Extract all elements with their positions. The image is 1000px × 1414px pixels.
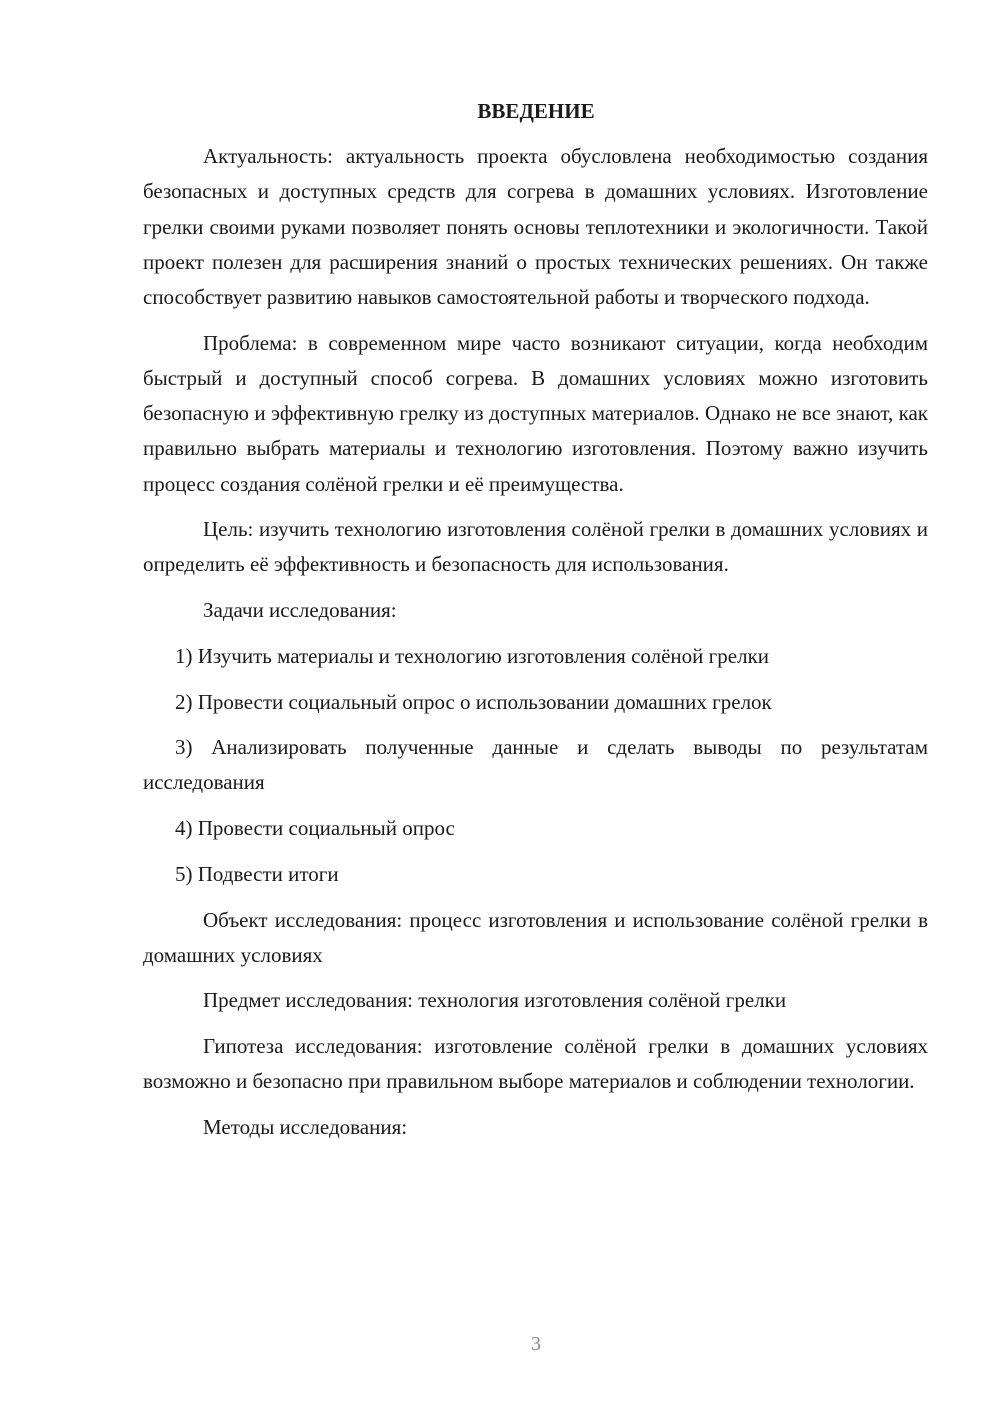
paragraph-subject: Предмет исследования: технология изготовления солёной грелки <box>203 988 787 1013</box>
task-item-3: 3) Анализировать полученные данные и сделать выводы по результатам исследования <box>143 735 928 795</box>
page-number: 3 <box>531 1333 541 1355</box>
document-page <box>143 94 928 1156</box>
task-item-5: 5) Подвести итоги <box>175 861 339 886</box>
paragraph-hypothesis: Гипотеза исследования: изготовление солёной грелки в домашних условиях возможно и безопасно при правильном выборе материалов и соблюдении технологии. <box>143 1034 928 1094</box>
task-item-2: 2) Провести социальный опрос о использовании домашних грелок <box>175 689 772 714</box>
paragraph-goal: Цель: изучить технологию изготовления солёной грелки в домашних условиях и определить её эффективность и безопасность для использования. <box>143 517 928 577</box>
section-title: ВВЕДЕНИЕ <box>477 99 595 123</box>
paragraph-problem: Проблема: в современном мире часто возникают ситуации, когда необходим быстрый и доступный способ согрева. В домашних условиях можно изготовить безопасную и эффективную грелку из доступных материалов. Однако не все знают, как правильно выбрать материалы и технологию изготовления. Поэтому важно изучить процесс создания солёной грелки и её преимущества. <box>143 330 928 496</box>
paragraph-methods: Методы исследования: <box>203 1115 408 1140</box>
task-item-4: 4) Провести социальный опрос <box>175 816 455 841</box>
paragraph-relevance: Актуальность: актуальность проекта обусловлена необходимостью создания безопасных и доступных средств для согрева в домашних условиях. Изготовление грелки своими руками позволяет понять основы теплотехники и экологичности. Такой проект полезен для расширения знаний о простых технических решениях. Он также способствует развитию навыков самостоятельной работы и творческого подхода. <box>143 144 928 310</box>
paragraph-object: Объект исследования: процесс изготовления и использование солёной грелки в домашних условиях <box>143 907 928 967</box>
paragraph-tasks-heading: Задачи исследования: <box>203 598 397 623</box>
task-item-1: 1) Изучить материалы и технологию изготовления солёной грелки <box>175 643 770 668</box>
